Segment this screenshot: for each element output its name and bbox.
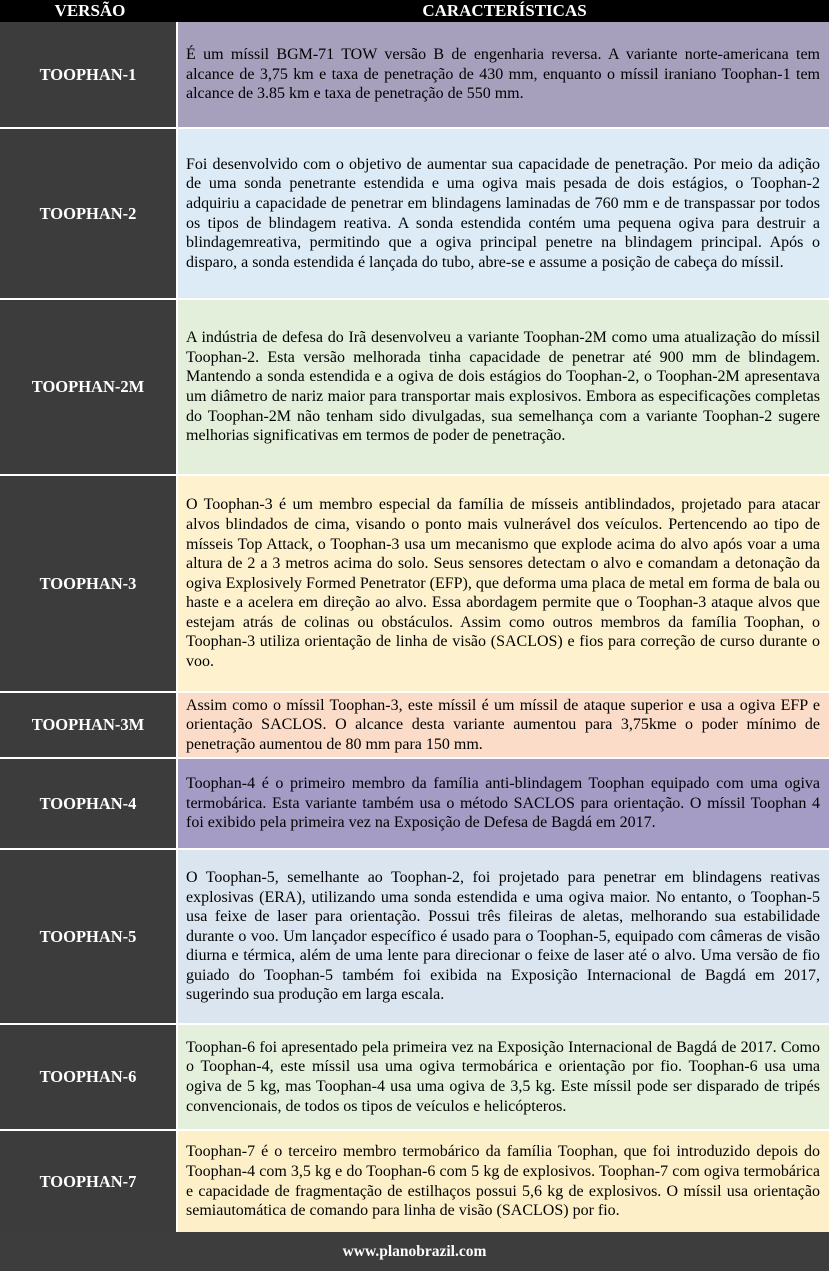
site-footer xyxy=(0,1232,829,1271)
version-cell: TOOPHAN-7 xyxy=(0,1131,178,1232)
row-toophan-3 xyxy=(0,474,829,691)
characteristics-text: A indústria de defesa do Irã desenvolveu a variante Toophan-2M como uma atualização do míssil Toophan-2. Esta versão melhorada tinha capacidade de penetrar até 900 mm de blindagem. Mantendo a sonda estendida e a ogiva de dois estágios do Toophan-2, o Toophan-2M apresentava um diâmetro de nariz maior para transportar mais explosivos. Embora as especificações completas do Toophan-2M não tenham sido divulgadas, sua semelhança com a variante Toophan-2 sugere melhorias significativas em termos de poder de penetração. xyxy=(186,329,820,445)
characteristics-text: O Toophan-5, semelhante ao Toophan-2, foi projetado para penetrar em blindagens reativas explosivas (ERA), utilizando uma sonda estendida e uma ogiva maior. No entanto, o Toophan-5 usa feixe de laser para orientação. Possui três fileiras de aletas, melhorando sua estabilidade durante o voo. Um lançador específico é usado para o Toophan-5, equipado com câmeras de visão diurna e térmica, além de uma lente para direcionar o feixe de laser até o alvo. Uma versão de fio guiado do Toophan-5 também foi exibida na Exposição Internacional de Bagdá em 2017, sugerindo sua produção em larga escala. xyxy=(186,868,820,1004)
characteristics-cell xyxy=(178,759,829,848)
row-toophan-6 xyxy=(0,1023,829,1129)
characteristics-text: Assim como o míssil Toophan-3, este míssil é um míssil de ataque superior e usa a ogiva EFP e orientação SACLOS. O alcance desta variante aumentou para 3,75kme o poder mínimo de penetração aumentou de 80 mm para 150 mm. xyxy=(186,696,820,753)
site-url: www.planobrazil.com xyxy=(342,1242,487,1260)
row-toophan-2 xyxy=(0,127,829,298)
row-toophan-5 xyxy=(0,848,829,1023)
version-cell: TOOPHAN-3 xyxy=(0,476,178,691)
characteristics-cell xyxy=(178,129,829,298)
row-toophan-2m xyxy=(0,298,829,474)
version-cell: TOOPHAN-2M xyxy=(0,300,178,474)
row-toophan-4 xyxy=(0,757,829,848)
characteristics-cell xyxy=(178,1131,829,1232)
characteristics-cell xyxy=(178,22,829,127)
characteristics-text: Toophan-4 é o primeiro membro da família anti-blindagem Toophan equipado com uma ogiva termobárica. Esta variante também usa o método SACLOS para orientação. O míssil Toophan 4 foi exibido pela primeira vez na Exposição de Defesa de Bagdá em 2017. xyxy=(186,775,820,832)
version-cell: TOOPHAN-2 xyxy=(0,129,178,298)
characteristics-cell xyxy=(178,850,829,1023)
characteristics-text: Toophan-6 foi apresentado pela primeira vez na Exposição Internacional de Bagdá de 2017. Como o Toophan-4, este míssil usa uma ogiva termobárica e orientação por fio. Toophan-6 usa uma ogiva de 5 kg, mas Toophan-4 usa uma ogiva de 3,5 kg. Este míssil pode ser disparado de tripés convencionais, de todos os tipos de veículos e helicópteros. xyxy=(186,1038,820,1115)
characteristics-cell xyxy=(178,1025,829,1129)
characteristics-text: Foi desenvolvido com o objetivo de aumentar sua capacidade de penetração. Por meio da adição de uma sonda penetrante estendida e uma ogiva mais pesada de dois estágios, o Toophan-2 adquiriu a capacidade de penetrar em blindagens laminadas de 760 mm e de transpassar por todos os tipos de blindagem reativa. A sonda estendida contém uma pequena ogiva para destruir a blindagemreativa, permitindo que a ogiva principal penetre na blindagem principal. Após o disparo, a sonda estendida é lançada do tubo, abre-se e assume a posição de cabeça do míssil. xyxy=(186,155,820,271)
row-toophan-3m xyxy=(0,691,829,757)
row-toophan-1 xyxy=(0,22,829,127)
column-header-caracteristicas: CARACTERÍSTICAS xyxy=(422,1,587,20)
version-cell: TOOPHAN-3M xyxy=(0,693,178,757)
version-cell: TOOPHAN-5 xyxy=(0,850,178,1023)
characteristics-cell xyxy=(178,476,829,691)
version-cell: TOOPHAN-4 xyxy=(0,759,178,848)
characteristics-cell xyxy=(178,300,829,474)
characteristics-text: É um míssil BGM-71 TOW versão B de engenharia reversa. A variante norte-americana tem alcance de 3,75 km e taxa de penetração de 430 mm, enquanto o míssil iraniano Toophan-1 tem alcance de 3.85 km e taxa de penetração de 550 mm. xyxy=(186,46,820,103)
version-cell: TOOPHAN-1 xyxy=(0,22,178,127)
characteristics-text: Toophan-7 é o terceiro membro termobárico da família Toophan, que foi introduzido depois do Toophan-4 com 3,5 kg e do Toophan-6 com 5 kg de explosivos. Toophan-7 com ogiva termobárica e capacidade de fragmentação de estilhaços possui 5,6 kg de explosivos. O míssil usa orientação semiautomática de comando para linha de visão (SACLOS) por fio. xyxy=(186,1143,820,1220)
column-header-versao: VERSÃO xyxy=(54,1,126,20)
version-cell: TOOPHAN-6 xyxy=(0,1025,178,1129)
characteristics-cell xyxy=(178,693,829,757)
table-header xyxy=(0,0,829,22)
characteristics-text: O Toophan-3 é um membro especial da família de mísseis antiblindados, projetado para atacar alvos blindados de cima, visando o ponto mais vulnerável dos veículos. Pertencendo ao tipo de mísseis Top Attack, o Toophan-3 usa um mecanismo que explode acima do alvo após voar a uma altura de 2 a 3 metros acima do solo. Seus sensores detectam o alvo e comandam a detonação da ogiva Explosively Formed Penetrator (EFP), que deforma uma placa de metal em forma de bala ou haste e a acelera em direção ao alvo. Essa abordagem permite que o Toophan-3 ataque alvos que estejam atrás de colinas ou obstáculos. Assim como outros membros da família Toophan, o Toophan-3 utiliza orientação de linha de visão (SACLOS) e fios para correção de curso durante o voo. xyxy=(186,496,820,671)
row-toophan-7 xyxy=(0,1129,829,1232)
